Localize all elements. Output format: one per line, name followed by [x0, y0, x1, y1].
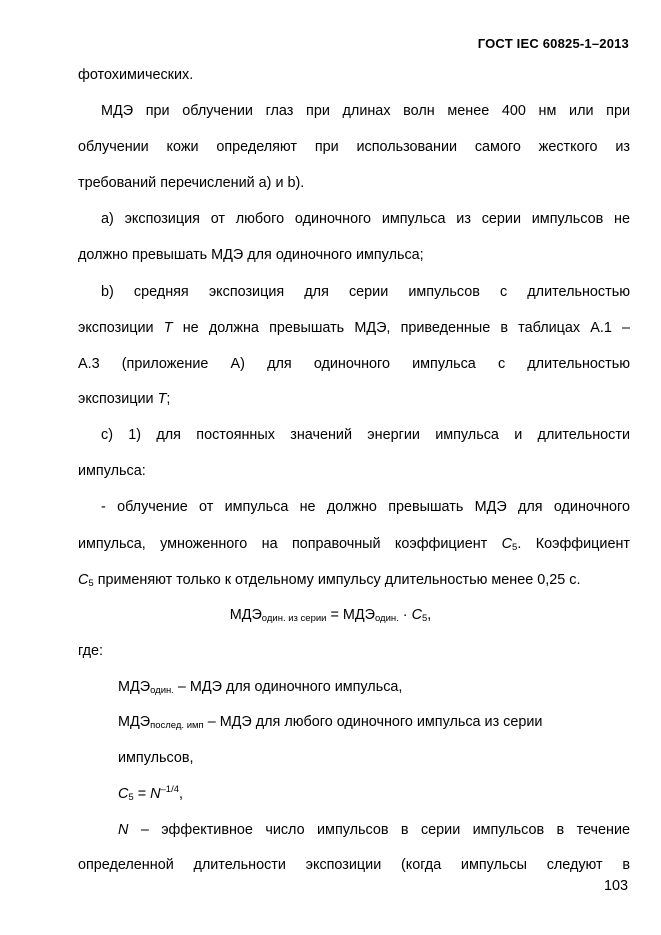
text-line: должно превышать МДЭ для одиночного импульса; — [78, 247, 424, 263]
text-line: фотохимических. — [78, 67, 194, 83]
text-line: экспозиции T; — [78, 391, 171, 407]
text-line: импульсов, — [118, 750, 194, 766]
text-line: $C_5 = N^{-1/4}$, — [118, 784, 184, 803]
text-line: $МДЭ_{послед. имп}$ – МДЭ для любого одиночного импульса из серии — [118, 714, 543, 731]
text-line: импульса, умноженного на поправочный коэффициент $C_5$. Коэффициент — [78, 536, 630, 553]
text-line: требований перечислений a) и b). — [78, 175, 305, 191]
text-line: где: — [78, 643, 104, 659]
text-line: определенной длительности экспозиции (когда импульсы следуют в — [78, 857, 630, 873]
text-line: N – эффективное число импульсов в серии импульсов в течение — [118, 822, 631, 838]
text-line: c) 1) для постоянных значений энергии импульса и длительности — [101, 427, 630, 443]
text-line: $МДЭ_{один.}$ – МДЭ для одиночного импульса, — [118, 679, 403, 696]
text-line: - облучение от импульса не должно превышать МДЭ для одиночного — [101, 499, 630, 515]
text-line: $C_5$ применяют только к отдельному импульсу длительностью менее 0,25 с. — [78, 572, 581, 589]
document-header: ГОСТ IEC 60825-1–2013 — [477, 36, 629, 51]
text-line: a) экспозиция от любого одиночного импульса из серии импульсов не — [101, 211, 630, 227]
formula: $МДЭ_{один. из серии} = МДЭ_{один.} \cdot C_5$, — [229, 607, 432, 624]
page-number: 103 — [603, 878, 628, 894]
text-line: облучении кожи определяют при использовании самого жесткого из — [78, 139, 630, 155]
text-line: экспозиции T не должна превышать МДЭ, приведенные в таблицах А.1 – — [78, 320, 631, 336]
text-line: b) средняя экспозиция для серии импульсов с длительностью — [101, 284, 630, 300]
text-line: МДЭ при облучении глаз при длинах волн менее 400 нм или при — [101, 103, 630, 119]
text-line: А.3 (приложение А) для одиночного импульса с длительностью — [78, 356, 630, 372]
text-line: импульса: — [78, 463, 146, 479]
